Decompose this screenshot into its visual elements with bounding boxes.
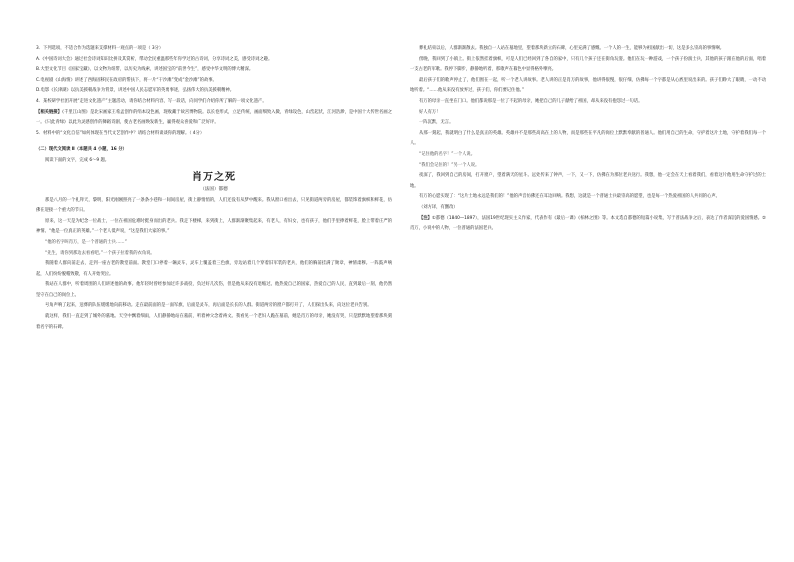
footnote-tag: 【注】 (419, 215, 432, 221)
story-paragraph: 最后孩子们的歌声停止了，他们围在一起，听一个老人讲故事。老人讲的正是肖万的故事，他讲得很慢，很仔细，仿佛每一个字都是从心底里说出来的。孩子们睁大了眼睛，一动不动地听着。“……他从来没有放弃过，孩子们，你们要记住他。” (410, 77, 766, 94)
story-paragraph: “记住他的名字！”一个人说。 (419, 151, 476, 157)
story-title-block (36, 171, 392, 194)
translation-source: （刘方译，有删改） (419, 204, 458, 210)
story-paragraph: 我随着人群向前走去，走到一座古老的教堂前面。教堂门口停着一辆灵车，灵车上覆盖着三色旗，旁边站着几个穿着旧军装的老兵，他们的胸前挂满了勋章，神情肃穆。一阵鼓声响起，人们纷纷脱帽致敬，有人开始哭泣。 (36, 261, 392, 277)
story-paragraph: 傍晚，我回到了小镇上。街上依然挂着旗帜，可是人们已经回到了各自的家中，只有几个孩子还在街角玩耍。他们在玩一种游戏，一个孩子扮演士兵，其他的孩子跟在他的后面，唱着一支古老的军歌。我停下脚步，静静地听着，那歌声在暮色中显得格外嘹亮。 (410, 56, 766, 73)
story-paragraph: 我站在人群中，听着周围的人们讲述他的故事。他年轻时曾经参加过许多战役，负过好几次伤，但是他从来没有退缩过。他热爱自己的国家，热爱自己的人民，直到最后一刻，他仍然坚守在自己的岗位上。 (36, 282, 392, 298)
story-paragraph: “先生，请你到那边去看看吧。”一个孩子拉着我的衣角说。 (45, 250, 155, 256)
question-3-option-d: D.电影《长津湖》以抗美援朝战争为背景，讲述中国人民志愿军的英勇事迹，弘扬伟大的抗美援朝精神。 (36, 88, 235, 94)
story-paragraph: “他的名字叫肖万，是一个普通的士兵……” (45, 239, 127, 245)
story-author: （法国）都德 (200, 186, 228, 192)
question-3-option-b: B.大型文化节目《国家宝藏》，以文物为纽带，以历史为线索，讲述国宝的“前世今生”，感受中华文明的博大精深。 (36, 67, 254, 73)
story-paragraph: 原来，这一天是为纪念一位战士，一位在祖国危难时挺身而出的老兵。我走下楼梯，来到街上，人群渐渐聚集起来，有老人，有妇女，也有孩子，他们手里捧着鲜花，脸上带着庄严的神情。“他是一位真正的英雄。”一个老人低声说，“这是我们大家的事。” (36, 218, 392, 235)
section-instruction: 阅读下面的文字，完成 6～9 题。 (45, 157, 110, 163)
story-paragraph: 从那一刻起，我就明白了什么是真正的英雄。英雄并不是那些高高在上的人物，而是那些在平凡的岗位上默默奉献的普通人。他们用自己的生命，守护着这片土地，守护着我们每一个人。 (410, 130, 766, 147)
section-heading: （二）现代文阅读 Ⅱ（本题共 4 小题，16 分） (36, 147, 127, 153)
question-3: 3．下列选项，不适合作为选题来支撑材料一观点的一项是（ 3分） (36, 46, 164, 51)
footnote-text: ①都德（1840—1897），法国19世纪现实主义作家，代表作有《最后一课》《柏林之围》等。本文选自都德的短篇小说集，写于普法战争之后，表达了作者深沉的爱国情感。②肖万，小说中的人物，一位普通的法国老兵。 (410, 215, 766, 232)
question-5: 5．材料中的“文化自信”如何体现在当代文艺创作中？请结合材料谈谈你的理解。（ 4分） (36, 130, 205, 136)
story-title: 肖万之死 (192, 171, 236, 183)
question-4: 4．某校研学社团开展“走进文化遗产”主题活动，请你结合材料内容，写一段话，向同学们介绍你所了解的一项文化遗产。 (36, 98, 267, 104)
story-paragraph: 好人有万！ (419, 109, 441, 115)
footnote (410, 214, 766, 235)
story-paragraph: “我们会记住的！”另一个人说。 (419, 162, 480, 168)
story-paragraph: 葬礼结束以后，人群渐渐散去。我独自一人站在墓地里，望着那块新立的石碑，心里充满了感慨。一个人的一生，能够为祖国献出一切，这是多么崇高的事情啊。 (419, 46, 725, 51)
related-link (36, 108, 392, 129)
question-3-option-a: A.《中国诗词大会》通过社会诗词知识比拼及其赏析，带动全民重温那些年你学过的古诗词，分享诗词之美，感受诗词之趣。 (36, 56, 273, 62)
right-column (410, 44, 766, 235)
story-paragraph: 就这样，我们一直走到了城外的墓地。天空中飘着细雨，人们静静地站在墓前，听着神父念着祷文。我看见一个老妇人跪在墓前，她是肖万的母亲，她没有哭，只是默默地望着那块刻着名字的石碑。 (36, 314, 392, 330)
story-paragraph: 那是八月的一个礼拜天，黎明，阳光刚刚照亮了一条条小巷和一间间房屋，街上静悄悄的，人们还没有从梦中醒来。我从窗口看出去，只见街道两旁的房屋，都装饰着旗帜和鲜花，仿佛在迎接一个重大的节日。 (36, 197, 392, 214)
left-column (36, 44, 392, 333)
related-link-text: 《千里江山图》是北宋画家王希孟创作的绢本设色画，现收藏于故宫博物院。以长卷形式，立足传统，画面细致入微，青绿设色，山峦起伏，江河浩渺，是中国十大传世名画之一。《只此青绿》以此为灵感创作的舞蹈诗剧，使古老名画焕发新生，赢得观众喜爱和广泛好评。 (36, 109, 393, 126)
story-paragraph: 有万的母亲一直坐在门口。他们都说那是一位了不起的母亲，她把自己的儿子献给了祖国，却从来没有抱怨过一句话。 (419, 98, 643, 104)
story-paragraph: 号角声响了起来，送葬的队伍缓缓地向前移动。走在最前面的是一面军旗，后面是灵车，再后面是长长的人群。街道两旁的窗户都打开了，人们探出头来，向这位老兵告别。 (45, 303, 372, 309)
story-paragraph: 一阵沉默，无言。 (419, 120, 454, 126)
question-3-option-c: C.电视剧《山海情》讲述了西海固移民在政府的帮扶下，将一片“干沙滩”变成“金沙滩”的故事。 (36, 77, 217, 83)
story-paragraph: 有万的心愿实现了：“这片土地永远是我们的！”他的声音仿佛还在耳边回响。我想，这就是一个普通士兵最崇高的愿望，也是每一个热爱祖国的人共同的心声。 (419, 194, 720, 200)
story-paragraph: 夜深了，我回到自己的房间，打开窗户，望着满天的星斗。远处传来了钟声，一下，又一下，仿佛在为那位老兵送行。我想，他一定会在天上看着我们，看着这片他用生命守护过的土地。 (410, 173, 766, 189)
related-link-tag: 【相关链接】 (36, 109, 62, 115)
